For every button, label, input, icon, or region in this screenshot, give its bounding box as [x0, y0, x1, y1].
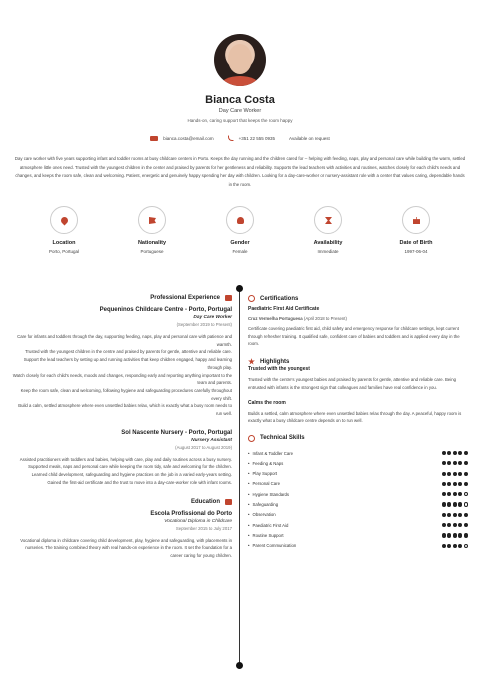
experience-column: [12, 295, 232, 560]
rating-dot: [447, 472, 451, 476]
skills-list: [248, 448, 468, 551]
rating-dot: [447, 513, 451, 517]
rating-dot: [442, 451, 446, 455]
rating-dot: [453, 544, 457, 548]
rating-dot: [447, 533, 451, 537]
skills-heading: [248, 435, 468, 442]
skill-row: [248, 510, 468, 520]
skill-row: [248, 469, 468, 479]
education-section: [12, 499, 232, 560]
rating-dot: [453, 472, 457, 476]
skill-row: [248, 520, 468, 530]
skill-rating: [442, 492, 469, 496]
star-icon: [248, 358, 255, 365]
availability-note: Available on request: [289, 135, 330, 141]
experience-title: Professional Experience: [150, 295, 220, 301]
rating-dot: [458, 472, 462, 476]
skill-name: • Paediatric First Aid: [248, 523, 288, 528]
rating-dot: [458, 482, 462, 486]
personal-facts: [20, 206, 460, 254]
contact-bar: [0, 135, 480, 141]
rating-dot: [453, 533, 457, 537]
job-bullet: Supported meals, naps and personal care while keeping the room tidy, safe and welcoming for the children.: [28, 464, 232, 470]
rating-dot: [458, 461, 462, 465]
certification-name: Paediatric First Aid Certificate: [248, 306, 320, 312]
rating-dot: [442, 533, 446, 537]
rating-dot: [464, 472, 468, 476]
rating-dot: [464, 533, 468, 537]
education-date: September 2015 to July 2017: [175, 525, 232, 531]
skill-name: • Play Support: [248, 471, 277, 476]
fact-nationality: [108, 206, 196, 254]
highlight-text: Trusted with the centre's youngest babies and praised by parents for gentle, attentive and reliable care. Being entrusted with infants is the strongest sign that colleagues and families have real confidence in you.: [248, 377, 456, 390]
skill-row: [248, 448, 468, 458]
job-bullets: [12, 456, 232, 487]
fact-circle: [138, 206, 166, 234]
skill-name: • Safeguarding: [248, 502, 278, 507]
fact-label: Availability: [313, 240, 343, 246]
rating-dot: [458, 533, 462, 537]
job-role: Day Care Worker: [193, 315, 232, 320]
rating-dot: [458, 451, 462, 455]
skill-row: [248, 541, 468, 551]
rating-dot: [464, 544, 468, 548]
rating-dot: [447, 451, 451, 455]
timeline-line: [239, 288, 240, 666]
rating-dot: [458, 523, 462, 527]
candidate-tagline: Hands-on, caring support that keeps the room happy: [187, 118, 293, 123]
fact-value: Female: [232, 249, 248, 254]
bulb-icon: [248, 435, 255, 442]
fact-label: Date of Birth: [399, 240, 433, 246]
email-text: bianca.costa@email.com: [163, 135, 214, 141]
job-bullet: Gained the first-aid certificate and the trust to move into a day-care-worker role with infant rooms.: [47, 479, 232, 485]
fact-location: [20, 206, 108, 254]
skills-title: Technical Skills: [260, 435, 305, 442]
rating-dot: [458, 492, 462, 496]
candidate-name: Bianca Costa: [205, 94, 275, 106]
education-title: Education: [190, 498, 220, 505]
rating-dot: [464, 451, 468, 455]
skill-row: [248, 489, 468, 499]
job-bullet: Build a calm, settled atmosphere where even unsettled babies relax, which is exactly what a busy room needs to run well.: [18, 403, 232, 417]
highlights-heading: [248, 358, 468, 365]
rating-dot: [447, 492, 451, 496]
rating-dot: [442, 502, 446, 506]
job-bullets: [12, 333, 232, 418]
rating-dot: [464, 461, 468, 465]
fact-label: Nationality: [137, 240, 167, 246]
certification-text: Certificate covering paediatric first aid, child safety and emergency response for childcare settings, kept current through refresher training. It qualified safe, confident care of babies and toddlers and is applied every day in the room.: [248, 326, 460, 347]
highlight-text: Builds a settled, calm atmosphere where even unsettled babies relax through the day. A peaceful, happy room is exactly what a busy childcare centre depends on to run well.: [248, 410, 462, 424]
skill-row: [248, 499, 468, 509]
job-date: (August 2017 to August 2019): [175, 444, 232, 450]
rating-dot: [458, 544, 462, 548]
skill-name: • Feeding & Naps: [248, 461, 283, 466]
timeline-dot-top: [236, 285, 243, 292]
job-role: Nursery Assistant: [191, 437, 232, 443]
education-school: Escola Profissional do Porto: [150, 510, 232, 517]
rating-dot: [464, 513, 468, 517]
candidate-role: Day Care Worker: [218, 108, 262, 114]
skill-name: • Personal Care: [248, 481, 280, 486]
fact-availability: [284, 206, 372, 254]
highlight-heading: Calms the room: [248, 399, 286, 406]
job-2: [12, 430, 232, 487]
rating-dot: [442, 544, 446, 548]
job-date: (September 2019 to Present): [176, 322, 232, 327]
skill-rating: [442, 523, 469, 527]
rating-dot: [447, 461, 451, 465]
education-degree: Vocational Diploma in Childcare: [164, 518, 232, 524]
skill-row: [248, 530, 468, 540]
skill-rating: [442, 461, 469, 465]
skill-rating: [442, 451, 469, 455]
rating-dot: [453, 492, 457, 496]
fact-circle: [314, 206, 342, 234]
rating-dot: [447, 544, 451, 548]
skill-rating: [442, 502, 469, 506]
profile-summary: Day care worker with five years supporting infant and toddler rooms at busy childcare centers in Porto. Keeps the day running and the children cared for -- helping with feeding, naps, play and personal care while building the warm, settled atmosphere little ones need. Trusted with the youngest children in the center and praised by parents for her gentleness and reliability. Supports the lead teachers with activities and routines, watches closely for each child's needs and changes, and keeps the room safe, clean and welcoming. Patient, energetic and genuinely happy spending her day with children. Looking for a day-care-worker or nursery-assistant role with a center that values caring, dependable hands in the room.: [14, 156, 466, 187]
highlight-heading: Trusted with the youngest: [248, 366, 310, 373]
skill-row: [248, 458, 468, 468]
skill-name: • Hygiene Standards: [248, 492, 289, 497]
job-bullet: Watch closely for each child's needs, moods and changes, responding early and reporting anything important to the team and parents.: [12, 372, 232, 386]
job-bullet: Learned child development, safeguarding and hygiene practices on the job in a varied early-years setting.: [31, 472, 232, 478]
fact-value: 1997-06-04: [404, 249, 428, 254]
skill-rating: [442, 482, 469, 486]
rating-dot: [447, 502, 451, 506]
hourglass-icon: [325, 217, 332, 224]
experience-heading: [12, 295, 232, 301]
rating-dot: [453, 523, 457, 527]
certifications-heading: [248, 295, 468, 302]
job-1: [12, 307, 232, 418]
rating-dot: [464, 502, 468, 506]
certification-meta: [248, 316, 468, 321]
rating-dot: [442, 513, 446, 517]
phone-icon: [228, 135, 234, 141]
person-icon: [237, 217, 244, 224]
job-bullet: Keep the room safe, clean and welcoming, following hygiene and safeguarding procedures carefully throughout every shift.: [20, 387, 232, 401]
skill-name: • Observation: [248, 512, 276, 517]
certifications-title: Certifications: [260, 295, 299, 302]
rating-dot: [464, 492, 468, 496]
rating-dot: [458, 502, 462, 506]
briefcase-icon: [225, 295, 232, 301]
skill-row: [248, 479, 468, 489]
skill-rating: [442, 513, 469, 517]
fact-circle: [402, 206, 430, 234]
fact-date-of-birth: [372, 206, 460, 254]
rating-dot: [442, 482, 446, 486]
job-bullet: Assisted practitioners with toddlers and babies, helping with care, play and daily routines across a busy nursery.: [19, 456, 232, 462]
fact-value: Immediate: [317, 249, 339, 254]
fact-value: Portuguese: [140, 249, 164, 254]
skill-rating: [442, 472, 469, 476]
flag-icon: [149, 217, 156, 224]
skill-rating: [442, 533, 469, 537]
fact-circle: [50, 206, 78, 234]
rating-dot: [442, 472, 446, 476]
rating-dot: [453, 502, 457, 506]
contact-phone[interactable]: [228, 135, 275, 141]
rating-dot: [442, 492, 446, 496]
fact-value: Porto, Portugal: [48, 249, 80, 254]
fact-label: Location: [52, 240, 76, 246]
job-bullet: Trusted with the youngest children in the centre and praised by parents for gentle, attentive and reliable care.: [25, 349, 232, 355]
rating-dot: [453, 461, 457, 465]
sidebar-column: [248, 295, 468, 551]
rating-dot: [442, 461, 446, 465]
rating-dot: [447, 482, 451, 486]
contact-availability: [289, 136, 330, 141]
job-bullet: Support the lead teachers by setting up and running activities that keep children engaged, happy and learning through play.: [23, 357, 232, 370]
skill-name: • Parent Communication: [248, 543, 296, 548]
book-icon: [225, 499, 232, 505]
education-heading: [12, 499, 232, 505]
highlights-title: Highlights: [260, 358, 290, 365]
education-text: Vocational diploma in childcare covering child development, play, hygiene and safeguarding, with placements in nurseries. The training combined theory with real hands-on experience in the room. It set the foundation for a career caring for young children.: [20, 537, 232, 558]
phone-text: +351 22 555 0935: [238, 135, 276, 141]
job-company: Sol Nascente Nursery - Porto, Portugal: [121, 429, 232, 436]
fact-gender: [196, 206, 284, 254]
location-pin-icon: [60, 216, 70, 226]
mail-icon: [150, 136, 158, 141]
rating-dot: [464, 523, 468, 527]
job-company: Pequeninos Childcare Centre - Porto, Portugal: [99, 307, 232, 313]
rating-dot: [458, 513, 462, 517]
rating-dot: [453, 513, 457, 517]
certification-date: (April 2018 to Present): [303, 316, 347, 321]
gear-icon: [248, 295, 255, 302]
skill-rating: [442, 544, 469, 548]
photo-face: [228, 44, 252, 74]
profile-photo: [214, 34, 266, 86]
photo-shirt: [220, 76, 260, 86]
timeline-dot-bottom: [236, 662, 243, 669]
rating-dot: [453, 482, 457, 486]
fact-label: Gender: [230, 240, 250, 246]
skill-name: • Routine Support: [248, 533, 284, 538]
rating-dot: [464, 482, 468, 486]
fact-circle: [226, 206, 254, 234]
rating-dot: [447, 523, 451, 527]
contact-email[interactable]: [150, 136, 213, 141]
job-bullet: Care for infants and toddlers through the day, supporting feeding, naps, play and personal care with patience and warmth.: [17, 334, 232, 347]
rating-dot: [442, 523, 446, 527]
cake-icon: [413, 217, 420, 224]
skill-name: • Infant & Toddler Care: [248, 451, 293, 456]
certification-issuer: Cruz Vermelha Portuguesa: [248, 316, 303, 321]
rating-dot: [453, 451, 457, 455]
